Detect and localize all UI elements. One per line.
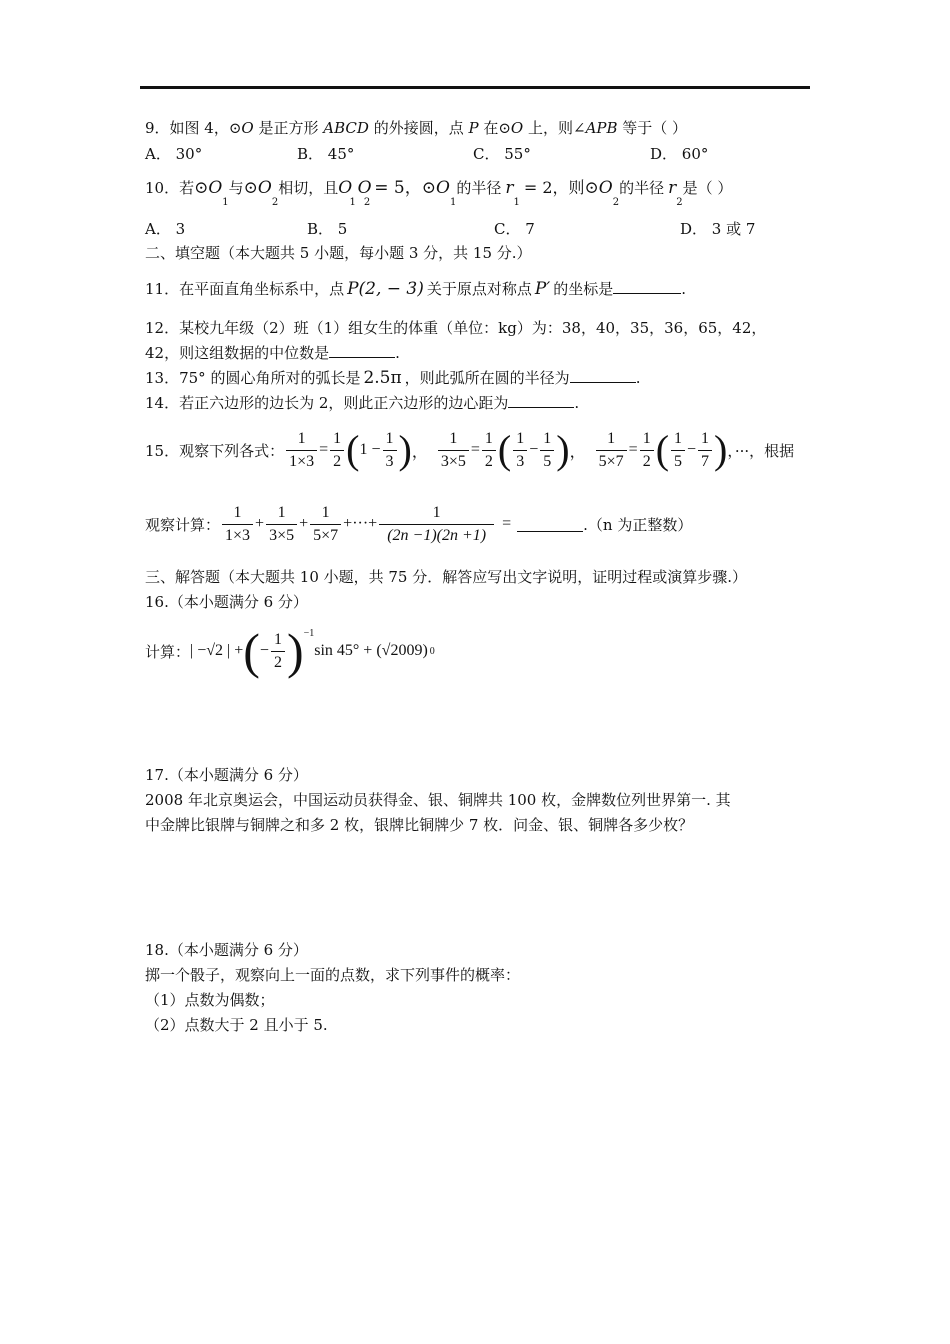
numerator: 1 xyxy=(674,429,683,447)
fraction xyxy=(271,631,285,672)
q12-period: . xyxy=(395,344,400,362)
q11-point: P(2, − 3) xyxy=(347,279,424,299)
numerator: 1 xyxy=(432,503,441,521)
q11 xyxy=(145,279,686,299)
numerator: 1 xyxy=(233,503,242,521)
q13-text: 13．75° 的圆心角所对的弧长是 xyxy=(145,369,361,387)
q10-eq2: = 2，则 xyxy=(523,178,585,197)
q10-o1o2: O O xyxy=(338,178,372,198)
denominator: 3 xyxy=(513,450,527,471)
left-paren: ( xyxy=(497,427,512,472)
q9-option-a: A． 30° xyxy=(145,145,203,163)
q10-stem xyxy=(145,178,733,208)
ellipsis: +···+ xyxy=(343,515,378,532)
q13 xyxy=(145,368,640,388)
equals: = xyxy=(470,441,480,458)
numerator: 1 xyxy=(273,630,282,648)
equals: = xyxy=(628,441,638,458)
q9-text: 9．如图 4， xyxy=(145,119,229,137)
fraction xyxy=(222,504,253,545)
fraction xyxy=(330,430,344,471)
denominator: 5 xyxy=(671,450,685,471)
q14-text: 14．若正六边形的边长为 2，则此正六边形的边心距为 xyxy=(145,394,509,412)
q10-text: 与 xyxy=(228,179,244,197)
q11-text: 的坐标是 xyxy=(553,280,614,298)
q9-stem xyxy=(145,118,687,138)
q10-text: 相切，且 xyxy=(278,179,339,197)
q14-answer-blank[interactable] xyxy=(508,395,574,408)
denominator: 3×5 xyxy=(266,524,297,545)
q10-eq5: = 5， xyxy=(374,178,422,198)
numerator: 1 xyxy=(642,429,651,447)
numerator: 1 xyxy=(277,503,286,521)
q14-period: . xyxy=(574,394,580,412)
fraction xyxy=(540,430,554,471)
left-paren: ( xyxy=(346,427,360,472)
numerator: 1 xyxy=(516,429,525,447)
denominator: 1×3 xyxy=(222,524,253,545)
q16-lead: 计算： xyxy=(145,642,191,661)
fraction xyxy=(379,504,494,545)
q10-text: 10．若 xyxy=(145,179,195,197)
denominator: 3×5 xyxy=(438,450,469,471)
equals: = xyxy=(502,515,512,532)
q10-sub: 1 xyxy=(222,197,229,208)
q18-line3: （2）点数大于 2 且小于 5. xyxy=(145,1016,328,1034)
denominator: 5 xyxy=(540,450,554,471)
q16-rest: sin 45° + (√2009) xyxy=(314,642,428,659)
q10-circle-o1: ⊙O xyxy=(421,178,450,198)
q10-option-a: A． 3 xyxy=(145,220,186,238)
q9-p: P xyxy=(468,119,479,137)
sep: ， xyxy=(569,441,586,461)
q10-circle-o1: ⊙O xyxy=(194,178,223,198)
q16-title: 16.（本小题满分 6 分） xyxy=(145,593,308,611)
q10-sub: 2 xyxy=(271,197,279,208)
numerator: 1 xyxy=(333,429,342,447)
q15-calc-lead: 观察计算： xyxy=(145,515,221,534)
q13-arc-length: 2.5π xyxy=(363,368,402,388)
fraction xyxy=(286,430,317,471)
exponent: −1 xyxy=(303,628,315,639)
q16-abs: | −√2 | + xyxy=(190,642,244,659)
q18-line1: 掷一个骰子，观察向上一面的点数，求下列事件的概率： xyxy=(145,966,521,984)
q9-option-c: C． 55° xyxy=(473,145,531,163)
q15-calculation xyxy=(145,499,692,549)
q13-text: ，则此弧所在圆的半径为 xyxy=(404,369,570,387)
fraction xyxy=(383,430,397,471)
section-3-heading: 三、解答题（本大题共 10 小题，共 75 分．解答应写出文字说明，证明过程或演算步骤.） xyxy=(145,568,748,586)
q10-text: 是（ ） xyxy=(682,179,733,197)
q11-point-prime: P′ xyxy=(534,279,551,299)
fraction xyxy=(438,430,469,471)
right-paren: ) xyxy=(714,427,728,472)
q10-circle-o2: ⊙O xyxy=(584,178,613,198)
fraction xyxy=(596,430,627,471)
q9-text: 是正方形 xyxy=(253,119,324,137)
numerator: 1 xyxy=(484,429,493,447)
q9-o: O xyxy=(510,119,524,137)
q9-text: 上，则∠ xyxy=(523,119,586,137)
q17-title: 17.（本小题满分 6 分） xyxy=(145,766,308,784)
q10-sub: 1 xyxy=(349,197,356,208)
q11-period: . xyxy=(681,280,687,298)
numerator: 1 xyxy=(385,429,394,447)
minus: − xyxy=(259,642,269,659)
expr: 1 − xyxy=(359,441,381,458)
q10-sub: 2 xyxy=(363,197,371,208)
fraction xyxy=(640,430,654,471)
q10-option-c: C． 7 xyxy=(494,220,535,238)
q12-line2 xyxy=(145,343,400,363)
fraction xyxy=(513,430,527,471)
q12-text: 42，则这组数据的中位数是 xyxy=(145,344,330,362)
minus: − xyxy=(529,441,539,458)
header-rule xyxy=(140,86,810,89)
numerator: 1 xyxy=(543,429,552,447)
sep: ， xyxy=(411,441,428,461)
q18-title: 18.（本小题满分 6 分） xyxy=(145,941,308,959)
q15-examples xyxy=(145,424,794,476)
denominator: (2n −1)(2n +1) xyxy=(379,524,494,545)
q10-r1: r xyxy=(505,178,514,198)
q14 xyxy=(145,393,579,413)
q9-option-b: B． 45° xyxy=(297,145,355,163)
numerator: 1 xyxy=(607,429,616,447)
q10-sub: 1 xyxy=(449,197,457,208)
q12-line1: 12．某校九年级（2）班（1）组女生的体重（单位：kg）为：38，40，35，36，65，42， xyxy=(145,319,767,337)
denominator: 1×3 xyxy=(286,450,317,471)
denominator: 2 xyxy=(640,450,654,471)
q17-line2: 中金牌比银牌与铜牌之和多 2 枚，银牌比铜牌少 7 枚．问金、银、铜牌各多少枚？ xyxy=(145,816,694,834)
q16-expression xyxy=(145,624,435,678)
q10-text: 的半径 xyxy=(456,179,502,197)
q15-calc-tail: .（n 为正整数） xyxy=(583,515,693,534)
exponent-zero: 0 xyxy=(429,645,435,657)
q10-sub: 2 xyxy=(612,197,620,208)
q10-text: 的半径 xyxy=(619,179,665,197)
left-paren: ( xyxy=(655,427,670,472)
q10-option-b: B． 5 xyxy=(307,220,348,238)
fraction xyxy=(266,504,297,545)
fraction xyxy=(698,430,712,471)
right-paren: ) xyxy=(398,427,412,472)
q9-circle: ⊙O xyxy=(228,119,254,137)
q10-r2: r xyxy=(668,178,677,198)
plus: + xyxy=(255,515,265,532)
denominator: 7 xyxy=(698,450,712,471)
left-paren: ( xyxy=(243,623,260,679)
right-paren: ) xyxy=(286,623,304,679)
fraction xyxy=(671,430,685,471)
q9-apb: APB xyxy=(585,119,618,137)
equals: = xyxy=(319,441,329,458)
q13-answer-blank[interactable] xyxy=(570,370,636,383)
q11-text: 关于原点对称点 xyxy=(426,280,532,298)
q15-answer-blank[interactable] xyxy=(517,517,583,532)
denominator: 2 xyxy=(330,450,344,471)
q9-abcd: ABCD xyxy=(323,119,369,137)
q10-sub: 2 xyxy=(676,197,683,208)
denominator: 3 xyxy=(383,450,397,471)
denominator: 2 xyxy=(482,450,496,471)
q11-text: 11．在平面直角坐标系中，点 xyxy=(145,280,345,298)
numerator: 1 xyxy=(701,429,710,447)
q9-option-d: D． 60° xyxy=(650,145,709,163)
fraction xyxy=(310,504,341,545)
denominator: 5×7 xyxy=(596,450,627,471)
numerator: 1 xyxy=(321,503,330,521)
q10-circle-o2: ⊙O xyxy=(243,178,272,198)
q17-line1: 2008 年北京奥运会，中国运动员获得金、银、铜牌共 100 枚，金牌数位列世界第一. 其 xyxy=(145,791,731,809)
numerator: 1 xyxy=(449,429,458,447)
q9-text: 等于（ ） xyxy=(617,119,688,137)
numerator: 1 xyxy=(297,429,306,447)
denominator: 5×7 xyxy=(310,524,341,545)
q9-text: 的外接圆，点 xyxy=(368,119,469,137)
q15-lead: 15．观察下列各式： xyxy=(145,441,285,460)
q15-tail: ，···，根据 xyxy=(727,441,795,460)
q10-option-d: D． 3 或 7 xyxy=(680,220,756,238)
q11-answer-blank[interactable] xyxy=(613,281,681,294)
section-2-heading: 二、填空题（本大题共 5 小题，每小题 3 分，共 15 分.） xyxy=(145,244,532,262)
right-paren: ) xyxy=(556,427,570,472)
plus: + xyxy=(299,515,309,532)
q9-text: 在⊙ xyxy=(478,119,511,137)
q18-line2: （1）点数为偶数； xyxy=(145,991,275,1009)
denominator: 2 xyxy=(271,651,285,672)
q13-period: . xyxy=(635,369,641,387)
q10-sub: 1 xyxy=(513,197,520,208)
fraction xyxy=(482,430,496,471)
q12-answer-blank[interactable] xyxy=(329,345,395,358)
minus: − xyxy=(687,441,697,458)
